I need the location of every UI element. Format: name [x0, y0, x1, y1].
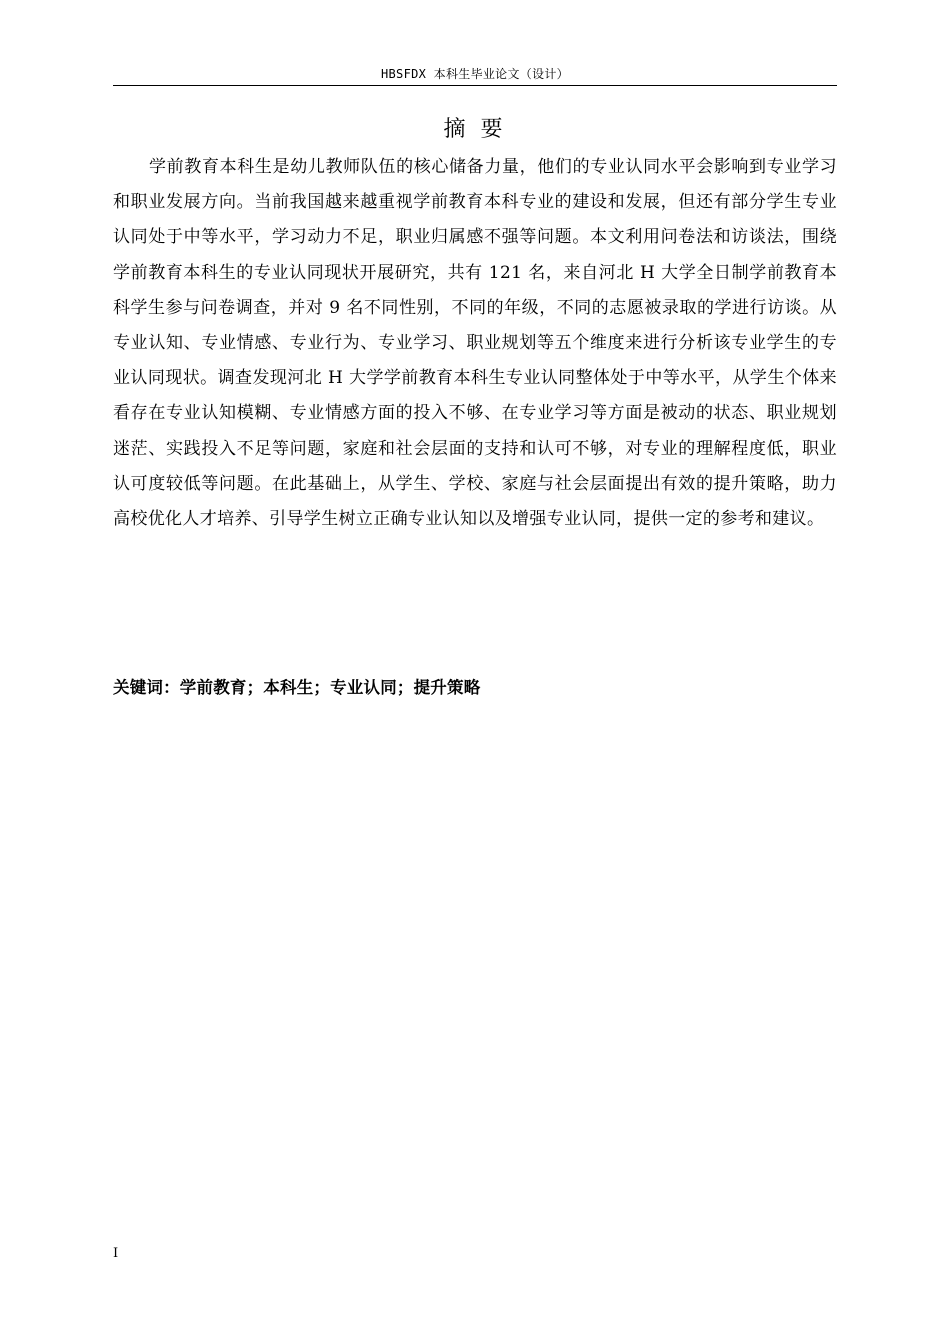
keywords-line: 关键词：学前教育；本科生；专业认同；提升策略 — [113, 678, 481, 697]
running-header: HBSFDX 本科生毕业论文（设计） — [381, 67, 569, 81]
page-number: I — [113, 1246, 119, 1261]
abstract-body: 学前教育本科生是幼儿教师队伍的核心储备力量，他们的专业认同水平会影响到专业学习和职业发展方向。当前我国越来越重视学前教育本科专业的建设和发展，但还有部分学生专业认同处于中等水平，学习动力不足，职业归属感不强等问题。本文利用问卷法和访谈法，围绕学前教育本科生的专业认同现状开展研究，共有 121 名，来自河北 H 大学全日制学前教育本科学生参与问卷调查，并对 9 名不同性别，不同的年级，不同的志愿被录取的学进行访谈。从专业认知、专业情感、专业行为、专业学习、职业规划等五个维度来进行分析该专业学生的专业认同现状。调查发现河北 H 大学学前教育本科生专业认同整体处于中等水平，从学生个体来看存在专业认知模糊、专业情感方面的投入不够、在专业学习等方面是被动的状态、职业规划迷茫、实践投入不足等问题，家庭和社会层面的支持和认可不够，对专业的理解程度低，职业认可度较低等问题。在此基础上，从学生、学校、家庭与社会层面提出有效的提升策略，助力高校优化人才培养、引导学生树立正确专业认知以及增强专业认同，提供一定的参考和建议。 — [113, 157, 837, 530]
abstract-title: 摘 要 — [443, 117, 507, 142]
header-divider — [113, 85, 837, 86]
